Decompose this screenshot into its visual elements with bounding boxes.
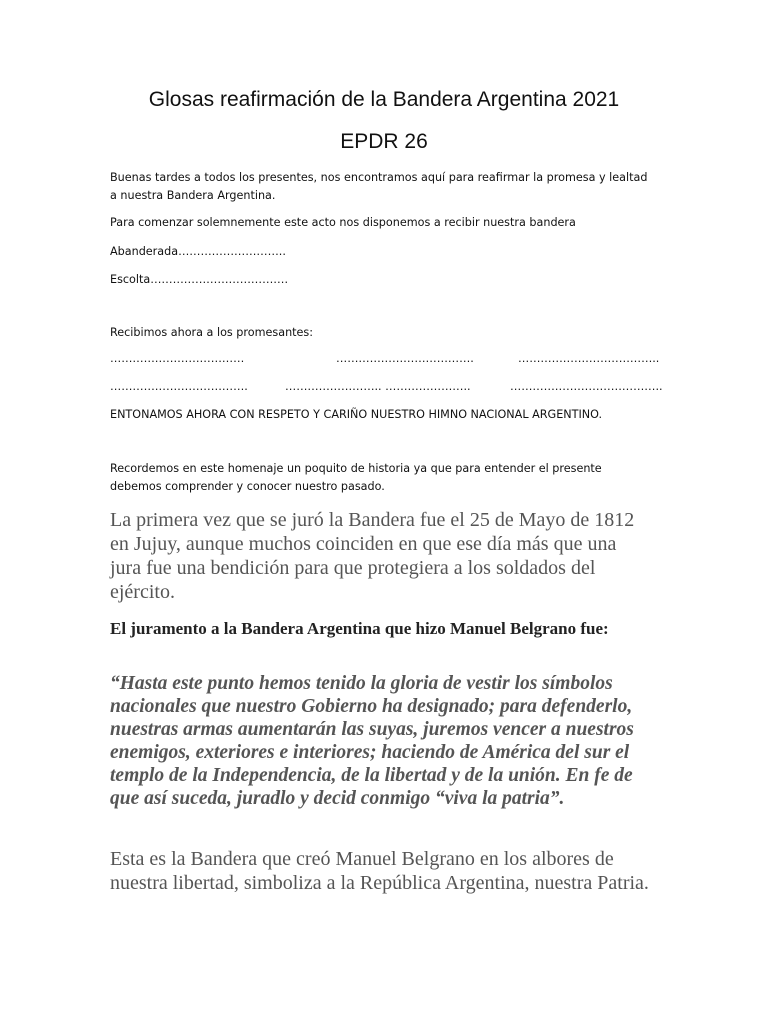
closing-paragraph: Esta es la Bandera que creó Manuel Belgrano en los albores de nuestra libertad, simboliza a la República Argentina, nuestra Patria. — [110, 848, 649, 894]
promesante-blank: …………………….. ………………….. — [285, 380, 471, 393]
promesante-blank: ……………………………….. — [518, 352, 660, 365]
promesante-blank: ……………………………… — [110, 352, 245, 365]
promesantes-label: Recibimos ahora a los promesantes: — [110, 326, 314, 339]
greeting-paragraph: Buenas tardes a todos los presentes, nos encontramos aquí para reafirmar la promesa y lealtad a nuestra Bandera Argentina. — [110, 171, 648, 202]
abanderada-line: Abanderada……………………….. — [110, 245, 286, 258]
opening-paragraph: Para comenzar solemnemente este acto nos disponemos a recibir nuestra bandera — [110, 216, 576, 229]
document-title: Glosas reafirmación de la Bandera Argentina 2021 — [148, 88, 620, 111]
juramento-quote: “Hasta este punto hemos tenido la gloria de vestir los símbolos nacionales que nuestro Gobierno ha designado; para defenderlo, nuestras armas aumentarán las suyas, juremos vencer a nuestros enemigos, exteriores e interiores; haciendo de América del sur el templo de la Independencia, de la libertad y de la unión. En fe de que así suceda, juradlo y decid conmigo “viva la patria”. — [110, 673, 634, 809]
primera-jura-paragraph: La primera vez que se juró la Bandera fue el 25 de Mayo de 1812 en Jujuy, aunque muchos coinciden en que ese día más que una jura fue una bendición para que protegiera a los soldados del ejército. — [110, 509, 635, 603]
historia-paragraph: Recordemos en este homenaje un poquito de historia ya que para entender el presente debemos comprender y conocer nuestro pasado. — [110, 462, 602, 493]
juramento-heading: El juramento a la Bandera Argentina que hizo Manuel Belgrano fue: — [110, 619, 609, 638]
document-subtitle: EPDR 26 — [340, 130, 428, 153]
promesante-blank: ………………………………….. — [510, 380, 663, 393]
promesantes-row-2 — [0, 380, 768, 398]
promesantes-row-1 — [0, 352, 768, 370]
promesante-blank: ………………………………. — [336, 352, 474, 365]
himno-line: ENTONAMOS AHORA CON RESPETO Y CARIÑO NUESTRO HIMNO NACIONAL ARGENTINO. — [110, 408, 603, 421]
escolta-line: Escolta………………………………. — [110, 273, 289, 286]
promesante-blank: ………………………………. — [110, 380, 248, 393]
